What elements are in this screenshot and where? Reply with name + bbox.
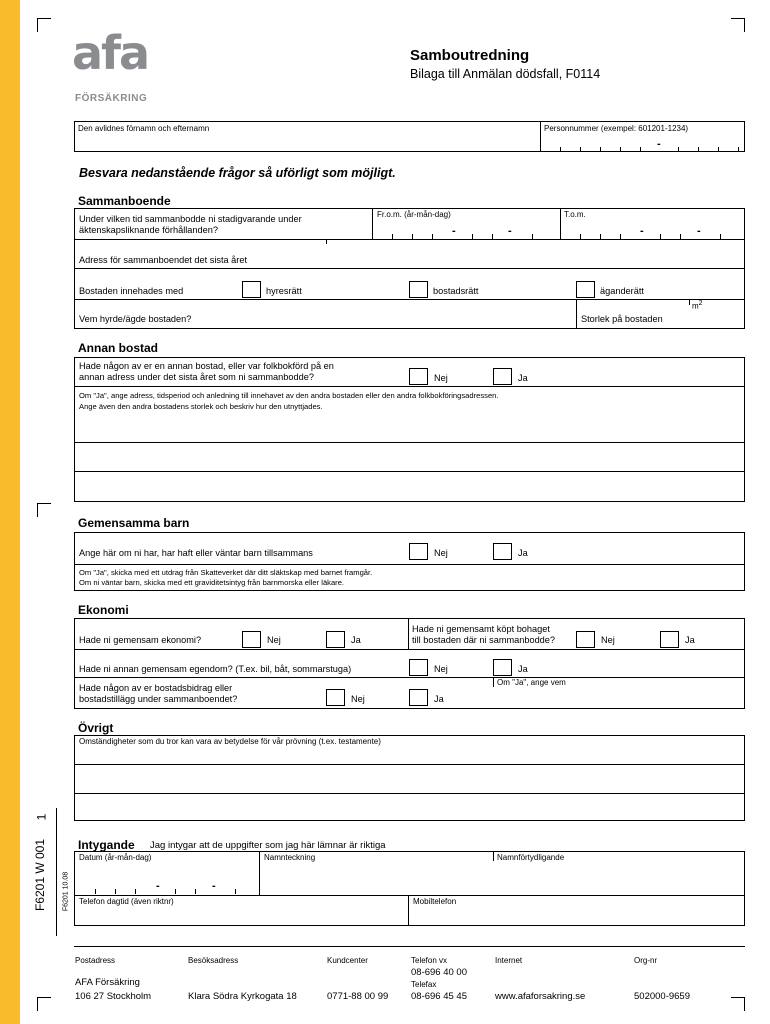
bostadsratt-label: bostadsrätt [433,286,479,296]
small-tick [689,299,690,305]
form-version: F6201 10.08 [62,871,70,912]
divider [74,564,745,565]
joint-household-goods-question: Hade ni gemensamt köpt bohaget till bostaden där ni sammanbodde? [412,624,556,646]
other-property-nej-checkbox[interactable] [409,659,428,676]
nej-label: Nej [351,694,365,704]
aganderatt-label: äganderätt [600,286,644,296]
housing-allowance-nej-checkbox[interactable] [326,689,345,706]
footer-telefax-value: 08-696 45 45 [411,991,467,1002]
ja-label: Ja [518,664,528,674]
other-property-question: Hade ni annan gemensam egendom? (T.ex. bil, båt, sommarstuga) [79,664,352,674]
size-label[interactable]: Storlek på bostaden [581,314,663,324]
children-nej-checkbox[interactable] [409,543,428,560]
shared-economy-ja-checkbox[interactable] [326,631,345,648]
crop-mark-top-right [731,18,745,32]
divider [493,851,494,861]
other-residence-question: Hade någon av er en annan bostad, eller var folkbokförd på en annan adress under det sista året som ni sammanbodde? [79,361,334,383]
date-dash: - [156,880,160,892]
side-rule [56,808,57,936]
nej-label: Nej [434,548,448,558]
other-residence-ja-checkbox[interactable] [493,368,512,385]
date-label: Datum (år-mån-dag) [79,853,152,862]
page-subtitle: Bilaga till Anmälan dödsfall, F0114 [410,67,601,81]
section-ekonomi: Ekonomi [78,603,129,617]
aganderatt-checkbox[interactable] [576,281,595,298]
nej-label: Nej [267,635,281,645]
date-dash: - [212,880,216,892]
crop-mark-middle-left [37,503,51,517]
mobile-label[interactable]: Mobiltelefon [413,897,457,906]
ja-label: Ja [518,548,528,558]
footer-postadress-line1: AFA Försäkring [75,977,140,988]
logo-wordmark: afa [72,26,149,80]
divider [493,677,494,687]
crop-mark-bottom-right [731,997,745,1011]
deceased-name-label: Den avlidnes förnamn och efternamn [78,124,210,133]
divider [74,895,745,896]
hyresratt-label: hyresrätt [266,286,302,296]
footer-telefon-value: 08-696 40 00 [411,967,467,978]
signature-field[interactable] [260,863,493,894]
who-rented-label[interactable]: Vem hyrde/ägde bostaden? [79,314,192,324]
nej-label: Nej [434,664,448,674]
divider [408,895,409,926]
footer-orgnr-label: Org-nr [634,956,658,965]
household-goods-nej-checkbox[interactable] [576,631,595,648]
divider [576,299,577,329]
shared-economy-nej-checkbox[interactable] [242,631,261,648]
other-residence-details-line-3[interactable] [75,472,744,501]
footer-internet-link[interactable]: www.afaforsakring.se [495,991,586,1002]
children-ja-checkbox[interactable] [493,543,512,560]
divider [74,239,745,240]
other-residence-details-line-2[interactable] [75,443,744,471]
personnummer-ticks [560,146,740,152]
divider [74,386,745,387]
other-residence-nej-checkbox[interactable] [409,368,428,385]
footer-orgnr-value: 502000-9659 [634,991,690,1002]
household-goods-ja-checkbox[interactable] [660,631,679,648]
cohabitation-question: Under vilken tid sammanbodde ni stadigvarande under äktenskapsliknande förhållanden? [79,214,302,236]
footer-kundcenter-value: 0771-88 00 99 [327,991,389,1002]
from-date-label: Fr.o.m. (år-mån-dag) [377,210,451,219]
children-question: Ange här om ni har, har haft eller väntar barn tillsammans [79,548,313,558]
divider [74,299,745,300]
section-ovrigt: Övrigt [78,721,114,735]
footer-kundcenter-label: Kundcenter [327,956,368,965]
other-property-owner-field[interactable]: Om "Ja", ange vem [497,678,566,687]
page-title: Samboutredning [410,47,530,64]
address-label[interactable]: Adress för sammanboendet det sista året [79,255,248,265]
footer-besok-label: Besöksadress [188,956,239,965]
footer-postadress-line2: 106 27 Stockholm [75,991,152,1002]
other-residence-note: Om "Ja", ange adress, tidsperiod och anledning till innehavet av den andra bostaden eller den andra folkbokföringsadressen. Ange även den andra bostadens storlek och beskriv hur den utnyttjades. [79,391,499,412]
footer-telefax-label: Telefax [411,980,437,989]
personnummer-dash: - [657,138,661,150]
side-color-stripe [0,0,20,1024]
shared-economy-question: Hade ni gemensam ekonomi? [79,635,202,645]
other-residence-details-field[interactable] [75,415,744,442]
clarification-label: Namnförtydligande [497,853,565,862]
divider [74,268,745,269]
instruction-text: Besvara nedanstående frågor så uförligt som möjligt. [79,166,396,180]
form-code: F6201 W 001 [33,838,47,912]
personnummer-label: Personnummer (exempel: 601201-1234) [544,124,689,133]
ovrigt-label: Omständigheter som du tror kan vara av betydelse för vår prövning (t.ex. testamente) [79,737,381,746]
nej-label: Nej [601,635,615,645]
signature-label: Namnteckning [264,853,316,862]
footer-besok-value: Klara Södra Kyrkogata 18 [188,991,297,1002]
page-number: 1 [34,813,49,821]
ovrigt-field-line-1[interactable] [75,747,744,764]
footer-internet-label: Internet [495,956,523,965]
footer-rule [74,946,745,947]
crop-mark-top-left [37,18,51,32]
divider [74,649,745,650]
ja-label: Ja [685,635,695,645]
from-date-dash: - [508,225,512,237]
children-note: Om "Ja", skicka med ett utdrag från Skatteverket där ditt släktskap med barnet framgår. Om ni väntar barn, skicka med ett graviditetsintyg från barnmorska eller läkare. [79,568,373,588]
footer-postadress-label: Postadress [75,956,116,965]
to-date-dash: - [640,225,644,237]
section-sammanboende: Sammanboende [78,194,171,208]
afa-logo [72,26,162,104]
hyresratt-checkbox[interactable] [242,281,261,298]
from-date-dash: - [452,225,456,237]
tenure-label: Bostaden innehades med [79,286,184,296]
section-gemensamma-barn: Gemensamma barn [78,516,190,530]
bostadsratt-checkbox[interactable] [409,281,428,298]
ja-label: Ja [351,635,361,645]
intygande-statement: Jag intygar att de uppgifter som jag här lämnar är riktiga [150,840,386,851]
section-annan-bostad: Annan bostad [78,341,158,355]
housing-allowance-ja-checkbox[interactable] [409,689,428,706]
to-date-label: T.o.m. [564,210,586,219]
square-metre-unit: $m^2$ [692,300,703,311]
phone-label[interactable]: Telefon dagtid (även riktnr) [79,897,174,906]
housing-allowance-question: Hade någon av er bostadsbidrag eller bostadstillägg under sammanboendet? [79,683,238,705]
logo-subtitle: FÖRSÄKRING [75,93,148,104]
divider [408,618,409,649]
nej-label: Nej [434,373,448,383]
section-intygande: Intygande [78,838,135,852]
ovrigt-field-line-2[interactable] [75,765,744,793]
ja-label: Ja [434,694,444,704]
crop-mark-bottom-left [37,997,51,1011]
other-property-ja-checkbox[interactable] [493,659,512,676]
clarification-field[interactable] [494,863,744,894]
footer-telefon-label: Telefon vx [411,956,448,965]
divider [74,677,745,678]
to-date-dash: - [697,225,701,237]
ovrigt-field-line-3[interactable] [75,794,744,820]
ja-label: Ja [518,373,528,383]
date-ticks [95,888,245,894]
